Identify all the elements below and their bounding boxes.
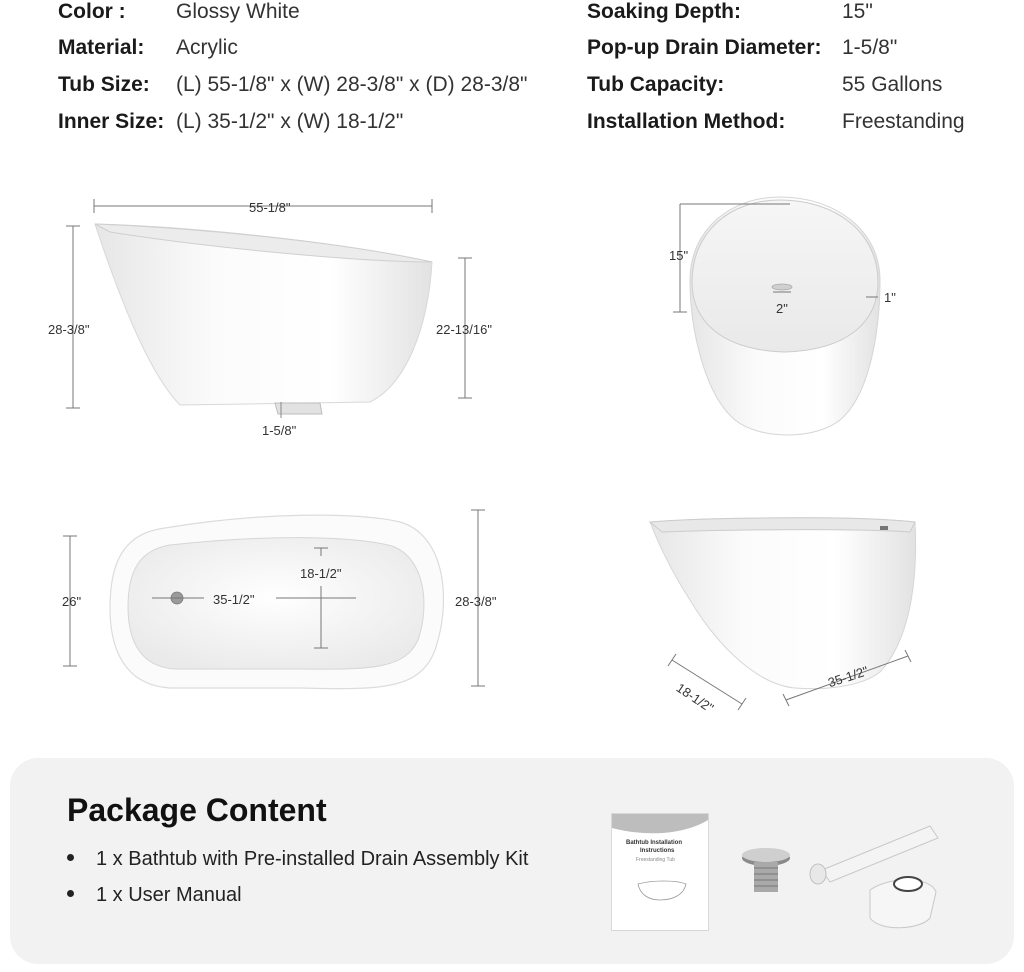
spec-value: Acrylic: [176, 36, 238, 59]
package-item-text: 1 x User Manual: [96, 884, 242, 906]
package-content-panel: [10, 758, 1014, 964]
dim-side-drain: 1-5/8": [262, 423, 297, 438]
manual-title: Bathtub Installation: [626, 840, 682, 846]
top-view-tub: [690, 197, 880, 435]
spec-label: Tub Capacity:: [587, 73, 725, 96]
spec-label: Pop-up Drain Diameter:: [587, 36, 822, 59]
dim-plan-inner-width: 18-1/2": [300, 566, 342, 581]
package-item: [67, 848, 528, 871]
spec-label: Material:: [58, 36, 145, 59]
dim-persp-length: 35-1/2": [826, 663, 871, 691]
spec-value: 55 Gallons: [842, 73, 943, 96]
bullet-icon: [67, 890, 74, 897]
dim-top-drain: 2": [776, 301, 788, 316]
manual-title: Instructions: [640, 848, 675, 854]
package-item-text: 1 x Bathtub with Pre-installed Drain Assembly Kit: [96, 848, 529, 870]
dim-persp-width: 18-1/2": [673, 680, 717, 716]
spec-value: 15": [842, 0, 873, 23]
dim-side-length: 55-1/8": [249, 200, 291, 215]
drain-stopper-icon: [742, 848, 790, 892]
package-title: Package Content: [67, 792, 327, 828]
spec-value: (L) 55-1/8" x (W) 28-3/8" x (D) 28-3/8": [176, 73, 528, 96]
drain-pipe-icon: [810, 826, 938, 928]
manual-cover-art: [612, 814, 708, 930]
spec-label: Soaking Depth:: [587, 0, 742, 23]
dim-top-rim: 1": [884, 290, 896, 305]
user-manual-image: [612, 814, 708, 930]
dim-plan-inner-length: 35-1/2": [213, 592, 255, 607]
plan-view-tub: [110, 515, 443, 689]
spec-label: Inner Size:: [58, 110, 165, 133]
manual-subtitle: Freestanding Tub: [636, 857, 675, 863]
spec-label: Tub Size:: [58, 73, 150, 96]
side-view-tub: [95, 224, 432, 418]
bullet-icon: [67, 854, 74, 861]
spec-value: Glossy White: [176, 0, 300, 23]
perspective-view-tub: [650, 518, 916, 689]
drain-kit-image: [730, 822, 990, 942]
dim-side-height: 28-3/8": [48, 322, 90, 337]
dim-plan-width: 28-3/8": [455, 594, 497, 609]
dim-plan-height: 26": [62, 594, 82, 609]
spec-value: 1-5/8": [842, 36, 898, 59]
spec-value: (L) 35-1/2" x (W) 18-1/2": [176, 110, 404, 133]
spec-label: Color :: [58, 0, 126, 23]
spec-label: Installation Method:: [587, 110, 786, 133]
spec-value: Freestanding: [842, 110, 965, 133]
dim-top-depth: 15": [669, 248, 689, 263]
package-item: [67, 884, 242, 907]
dim-side-inner-height: 22-13/16": [436, 322, 492, 337]
